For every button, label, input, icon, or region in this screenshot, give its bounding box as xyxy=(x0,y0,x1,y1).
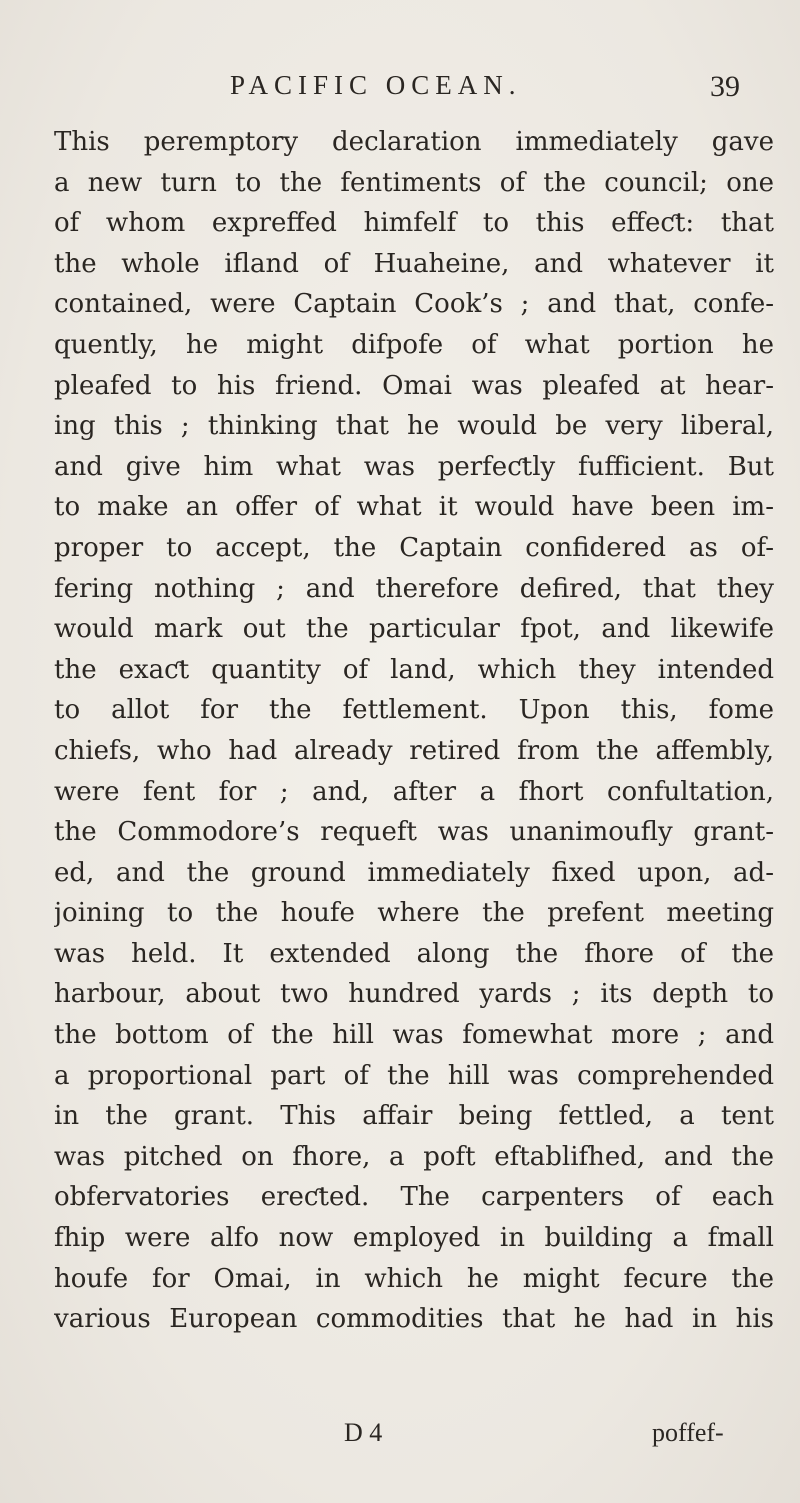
running-head xyxy=(0,70,800,110)
text-line: and give him what was perfeƈtly fufficient. But xyxy=(54,451,774,482)
text-line: a new turn to the fentiments of the council; one xyxy=(54,167,774,198)
text-line: to make an offer of what it would have been im- xyxy=(54,492,774,523)
signature-mark: D 4 xyxy=(344,1418,383,1447)
text-line: fhip were alfo now employed in building a fmall xyxy=(54,1223,774,1254)
text-line: ed, and the ground immediately fixed upon, ad- xyxy=(54,857,774,888)
text-line: proper to accept, the Captain confidered as of- xyxy=(54,532,774,563)
text-line: chiefs, who had already retired from the affembly, xyxy=(54,735,774,766)
text-line: to allot for the fettlement. Upon this, fome xyxy=(54,695,774,726)
text-line: were fent for ; and, after a fhort confultation, xyxy=(54,776,774,807)
text-line: harbour, about two hundred yards ; its depth to xyxy=(54,979,774,1010)
text-line: quently, he might difpofe of what portion he xyxy=(54,329,774,360)
text-line: obfervatories ereƈted. The carpenters of each xyxy=(54,1182,774,1213)
page-number: 39 xyxy=(710,70,740,103)
body-text xyxy=(54,122,774,1340)
text-line: a proportional part of the hill was comprehended xyxy=(54,1060,774,1091)
text-line: the whole ifland of Huaheine, and whatever it xyxy=(54,248,774,279)
text-line: in the grant. This affair being fettled, a tent xyxy=(54,1101,774,1132)
text-line: various European commodities that he had in his xyxy=(54,1304,774,1335)
text-line: contained, were Captain Cook’s ; and that, confe- xyxy=(54,289,774,320)
catchline xyxy=(0,1418,800,1458)
catchword: poffef- xyxy=(652,1418,724,1447)
running-title: PACIFIC OCEAN. xyxy=(230,70,522,100)
text-line: was held. It extended along the fhore of the xyxy=(54,938,774,969)
text-line: fering nothing ; and therefore defired, that they xyxy=(54,573,774,604)
text-line: pleafed to his friend. Omai was pleafed at hear- xyxy=(54,370,774,401)
text-line: houfe for Omai, in which he might fecure the xyxy=(54,1263,774,1294)
text-line: ing this ; thinking that he would be very liberal, xyxy=(54,411,774,442)
text-line: would mark out the particular fpot, and likewife xyxy=(54,614,774,645)
text-line: the bottom of the hill was fomewhat more ; and xyxy=(54,1020,774,1051)
text-line: joining to the houfe where the prefent meeting xyxy=(54,898,774,929)
text-line: of whom expreffed himfelf to this effeƈt: that xyxy=(54,208,774,239)
text-line: the Commodore’s requeft was unanimoufly grant- xyxy=(54,817,774,848)
text-line: the exaƈt quantity of land, which they intended xyxy=(54,654,774,685)
text-line: This peremptory declaration immediately gave xyxy=(54,127,774,157)
text-line: was pitched on fhore, a poft eftablifhed, and the xyxy=(54,1141,774,1172)
